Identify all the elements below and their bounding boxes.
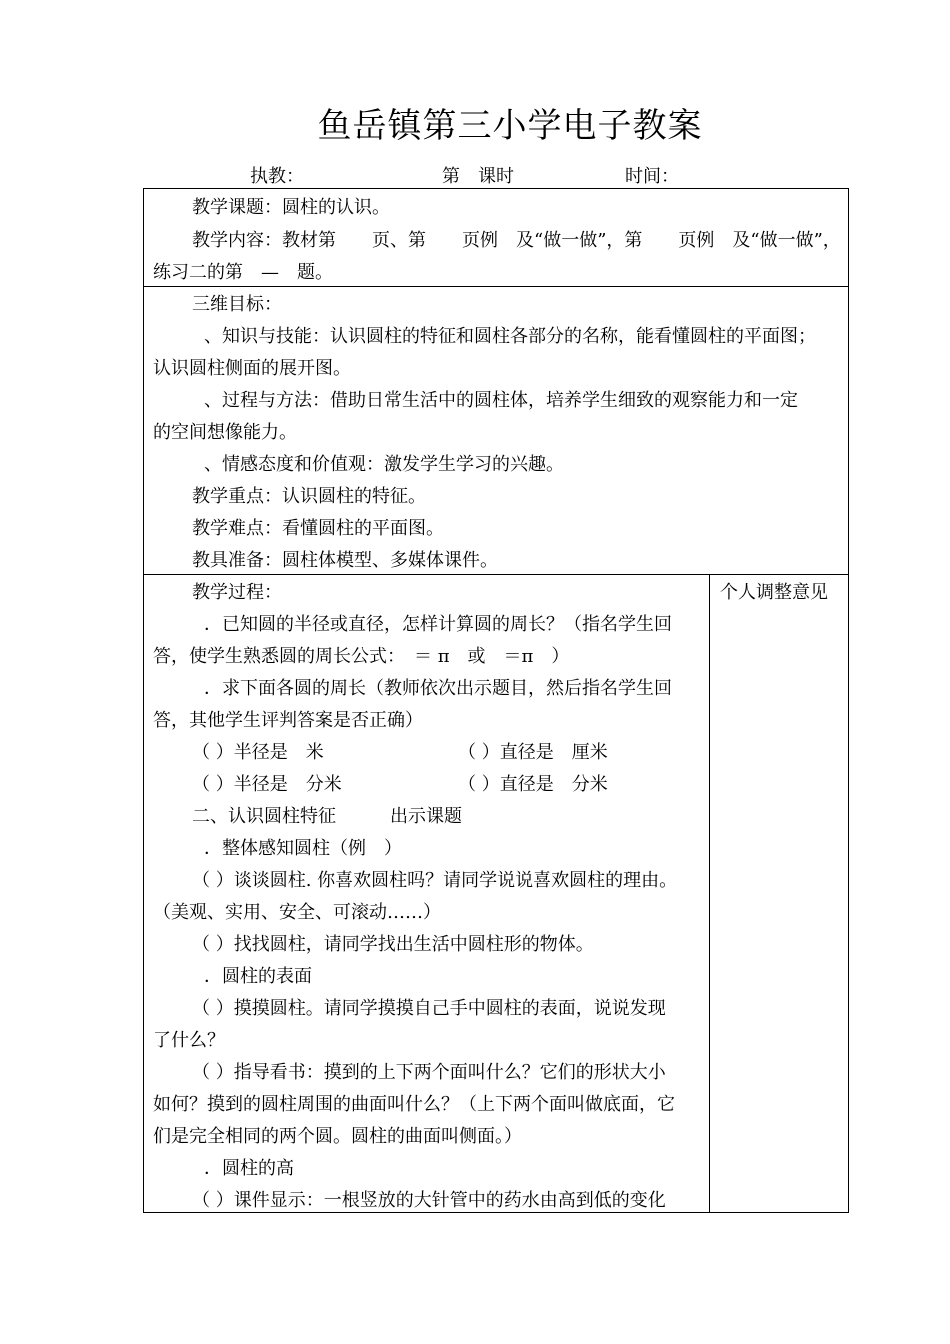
teacher-label: 执教： <box>250 166 304 187</box>
process-line: （ ）谈谈圆柱. 你喜欢圆柱吗？请同学说说喜欢圆柱的理由。 <box>192 870 678 891</box>
objectives-heading: 三维目标： <box>192 294 282 315</box>
process-line: 们是完全相同的两个圆。圆柱的曲面叫侧面。） <box>153 1126 522 1147</box>
page-title: 鱼岳镇第三小学电子教案 <box>317 106 703 146</box>
lesson-content-line2: 练习二的第 — 题。 <box>153 262 333 283</box>
process-line: 答，其他学生评判答案是否正确） <box>153 710 423 731</box>
goal3: 、情感态度和价值观：激发学生学习的兴趣。 <box>204 454 564 475</box>
process-line: （ ）摸摸圆柱。请同学摸摸自己手中圆柱的表面，说说发现 <box>192 998 666 1019</box>
lesson-content-line1: 教学内容：教材第 页、第 页例 及“做一做”，第 页例 及“做一做”， <box>192 230 841 251</box>
process-line: ．求下面各圆的周长（教师依次出示题目，然后指名学生回 <box>204 678 672 699</box>
process-line: （ ）直径是 分米 <box>458 774 608 795</box>
process-line: 如何？摸到的圆柱周围的曲面叫什么？（上下两个面叫做底面，它 <box>153 1094 675 1115</box>
process-line: ．圆柱的高 <box>204 1158 294 1179</box>
key-point: 教学重点：认识圆柱的特征。 <box>192 486 426 507</box>
process-line: （ ）指导看书：摸到的上下两个面叫什么？它们的形状大小 <box>192 1062 666 1083</box>
process-line: ．整体感知圆柱（例 ） <box>204 838 402 859</box>
process-box <box>143 574 849 1213</box>
lesson-topic: 教学课题：圆柱的认识。 <box>192 197 390 218</box>
materials: 教具准备：圆柱体模型、多媒体课件。 <box>192 550 498 571</box>
process-line: （ ）直径是 厘米 <box>458 742 608 763</box>
lesson-label: 第 课时 <box>442 166 514 187</box>
column-divider <box>709 574 710 1213</box>
process-line: （ ）找找圆柱，请同学找出生活中圆柱形的物体。 <box>192 934 594 955</box>
process-line: ．圆柱的表面 <box>204 966 312 987</box>
goal2-line2: 的空间想像能力。 <box>153 422 297 443</box>
process-line: （ ）半径是 米 <box>192 742 324 763</box>
goal1-line1: 、知识与技能：认识圆柱的特征和圆柱各部分的名称，能看懂圆柱的平面图； <box>204 326 816 347</box>
process-line: 二、认识圆柱特征 出示课题 <box>192 806 462 827</box>
process-line: 答，使学生熟悉圆的周长公式： ＝ π 或 ＝π ） <box>153 646 570 667</box>
time-label: 时间： <box>625 166 679 187</box>
goal1-line2: 认识圆柱侧面的展开图。 <box>153 358 351 379</box>
goal2-line1: 、过程与方法：借助日常生活中的圆柱体，培养学生细致的观察能力和一定 <box>204 390 798 411</box>
adjustment-header: 个人调整意见 <box>720 582 828 603</box>
process-line: 了什么？ <box>153 1030 225 1051</box>
difficulty: 教学难点：看懂圆柱的平面图。 <box>192 518 444 539</box>
process-line: ．已知圆的半径或直径，怎样计算圆的周长？（指名学生回 <box>204 614 672 635</box>
process-line: （ ）半径是 分米 <box>192 774 342 795</box>
process-line: 教学过程： <box>192 582 282 603</box>
process-line: （美观、实用、安全、可滚动……） <box>153 902 441 923</box>
process-line: （ ）课件显示：一根竖放的大针管中的药水由高到低的变化 <box>192 1190 666 1211</box>
